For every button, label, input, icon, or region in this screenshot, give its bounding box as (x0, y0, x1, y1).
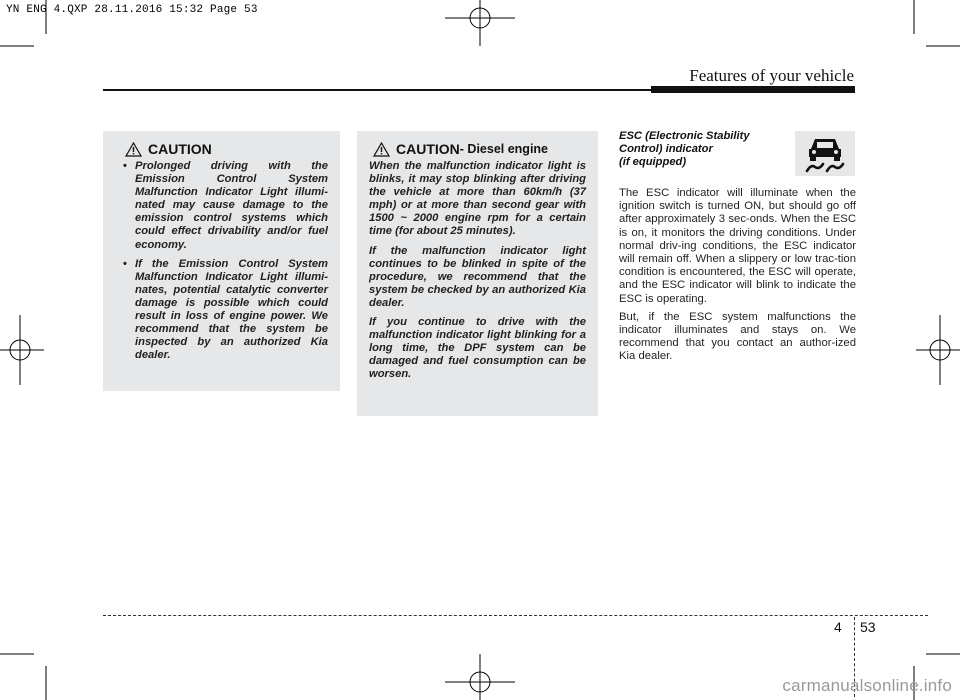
caution-paragraph: If you continue to drive with the malfunction indicator light blinking for a long time, the DPF system can be damaged and fuel consumption can be worsen. (369, 316, 586, 381)
caution-title: CAUTION (396, 141, 460, 157)
header-title: Features of your vehicle (689, 66, 854, 85)
caution-bullet-list (121, 160, 328, 362)
chapter-number: 4 (834, 619, 842, 635)
caution-heading (373, 141, 586, 157)
warning-triangle-icon (125, 142, 142, 157)
esc-paragraph: The ESC indicator will illuminate when the ignition switch is turned ON, but should go off after approximately 3 sec-onds. When the ESC is on, it monitors the driving conditions. Under normal driv-ing conditions, the ESC indicator will remain off. When a slippery or low trac-tion condition is encountered, the ESC will operate, and the ESC indicator will blink to indicate the ESC is operating. (619, 187, 856, 305)
caution-bullet: • If the Emission Control System Malfunction Indicator Light illumi-nates, potential catalytic converter damage is possible which could result in loss of engine power. We recommend that the system be inspected by an authorized Kia dealer. (121, 258, 328, 363)
caution-paragraph: If the malfunction indicator light continues to be blinked in spite of the procedure, we recommend that the system be checked by an authorized Kia dealer. (369, 244, 586, 309)
warning-triangle-icon (373, 142, 390, 157)
caution-bullet: • Prolonged driving with the Emission Control System Malfunction Indicator Light illumi-nated may cause damage to the emission control systems which could effect drivability and/or fuel economy. (121, 160, 328, 252)
esc-indicator-icon-box (795, 131, 855, 176)
caution-subtitle: - Diesel engine (459, 142, 549, 156)
caution-box-emission (103, 131, 340, 391)
esc-heading-line: ESC (Electronic Stability (619, 130, 750, 142)
caution-title: CAUTION (148, 141, 212, 157)
esc-section-heading (619, 130, 789, 169)
footer-rule (103, 615, 928, 616)
esc-section-body (619, 187, 856, 369)
caution-heading (125, 141, 328, 157)
caution-paragraph: When the malfunction indicator light is blinks, it may stop blinking after driving the vehicle at more than 60km/h (37 mph) or at more than second gear with 1500 ~ 2000 engine rpm for a certain time (for about 25 minutes). (369, 160, 586, 238)
header-tab (651, 86, 855, 93)
watermark: carmanualsonline.info (782, 676, 952, 695)
caution-box-diesel (357, 131, 598, 416)
esc-skidding-car-icon (795, 131, 855, 176)
print-slug: YN ENG 4.QXP 28.11.2016 15:32 Page 53 (6, 4, 258, 16)
esc-heading-line: Control) indicator (619, 143, 713, 155)
esc-heading-line: (if equipped) (619, 156, 687, 168)
esc-paragraph: But, if the ESC system malfunctions the indicator illuminates and stays on. We recommend that you contact an author-ized Kia dealer. (619, 310, 856, 363)
page-number: 53 (860, 619, 876, 635)
